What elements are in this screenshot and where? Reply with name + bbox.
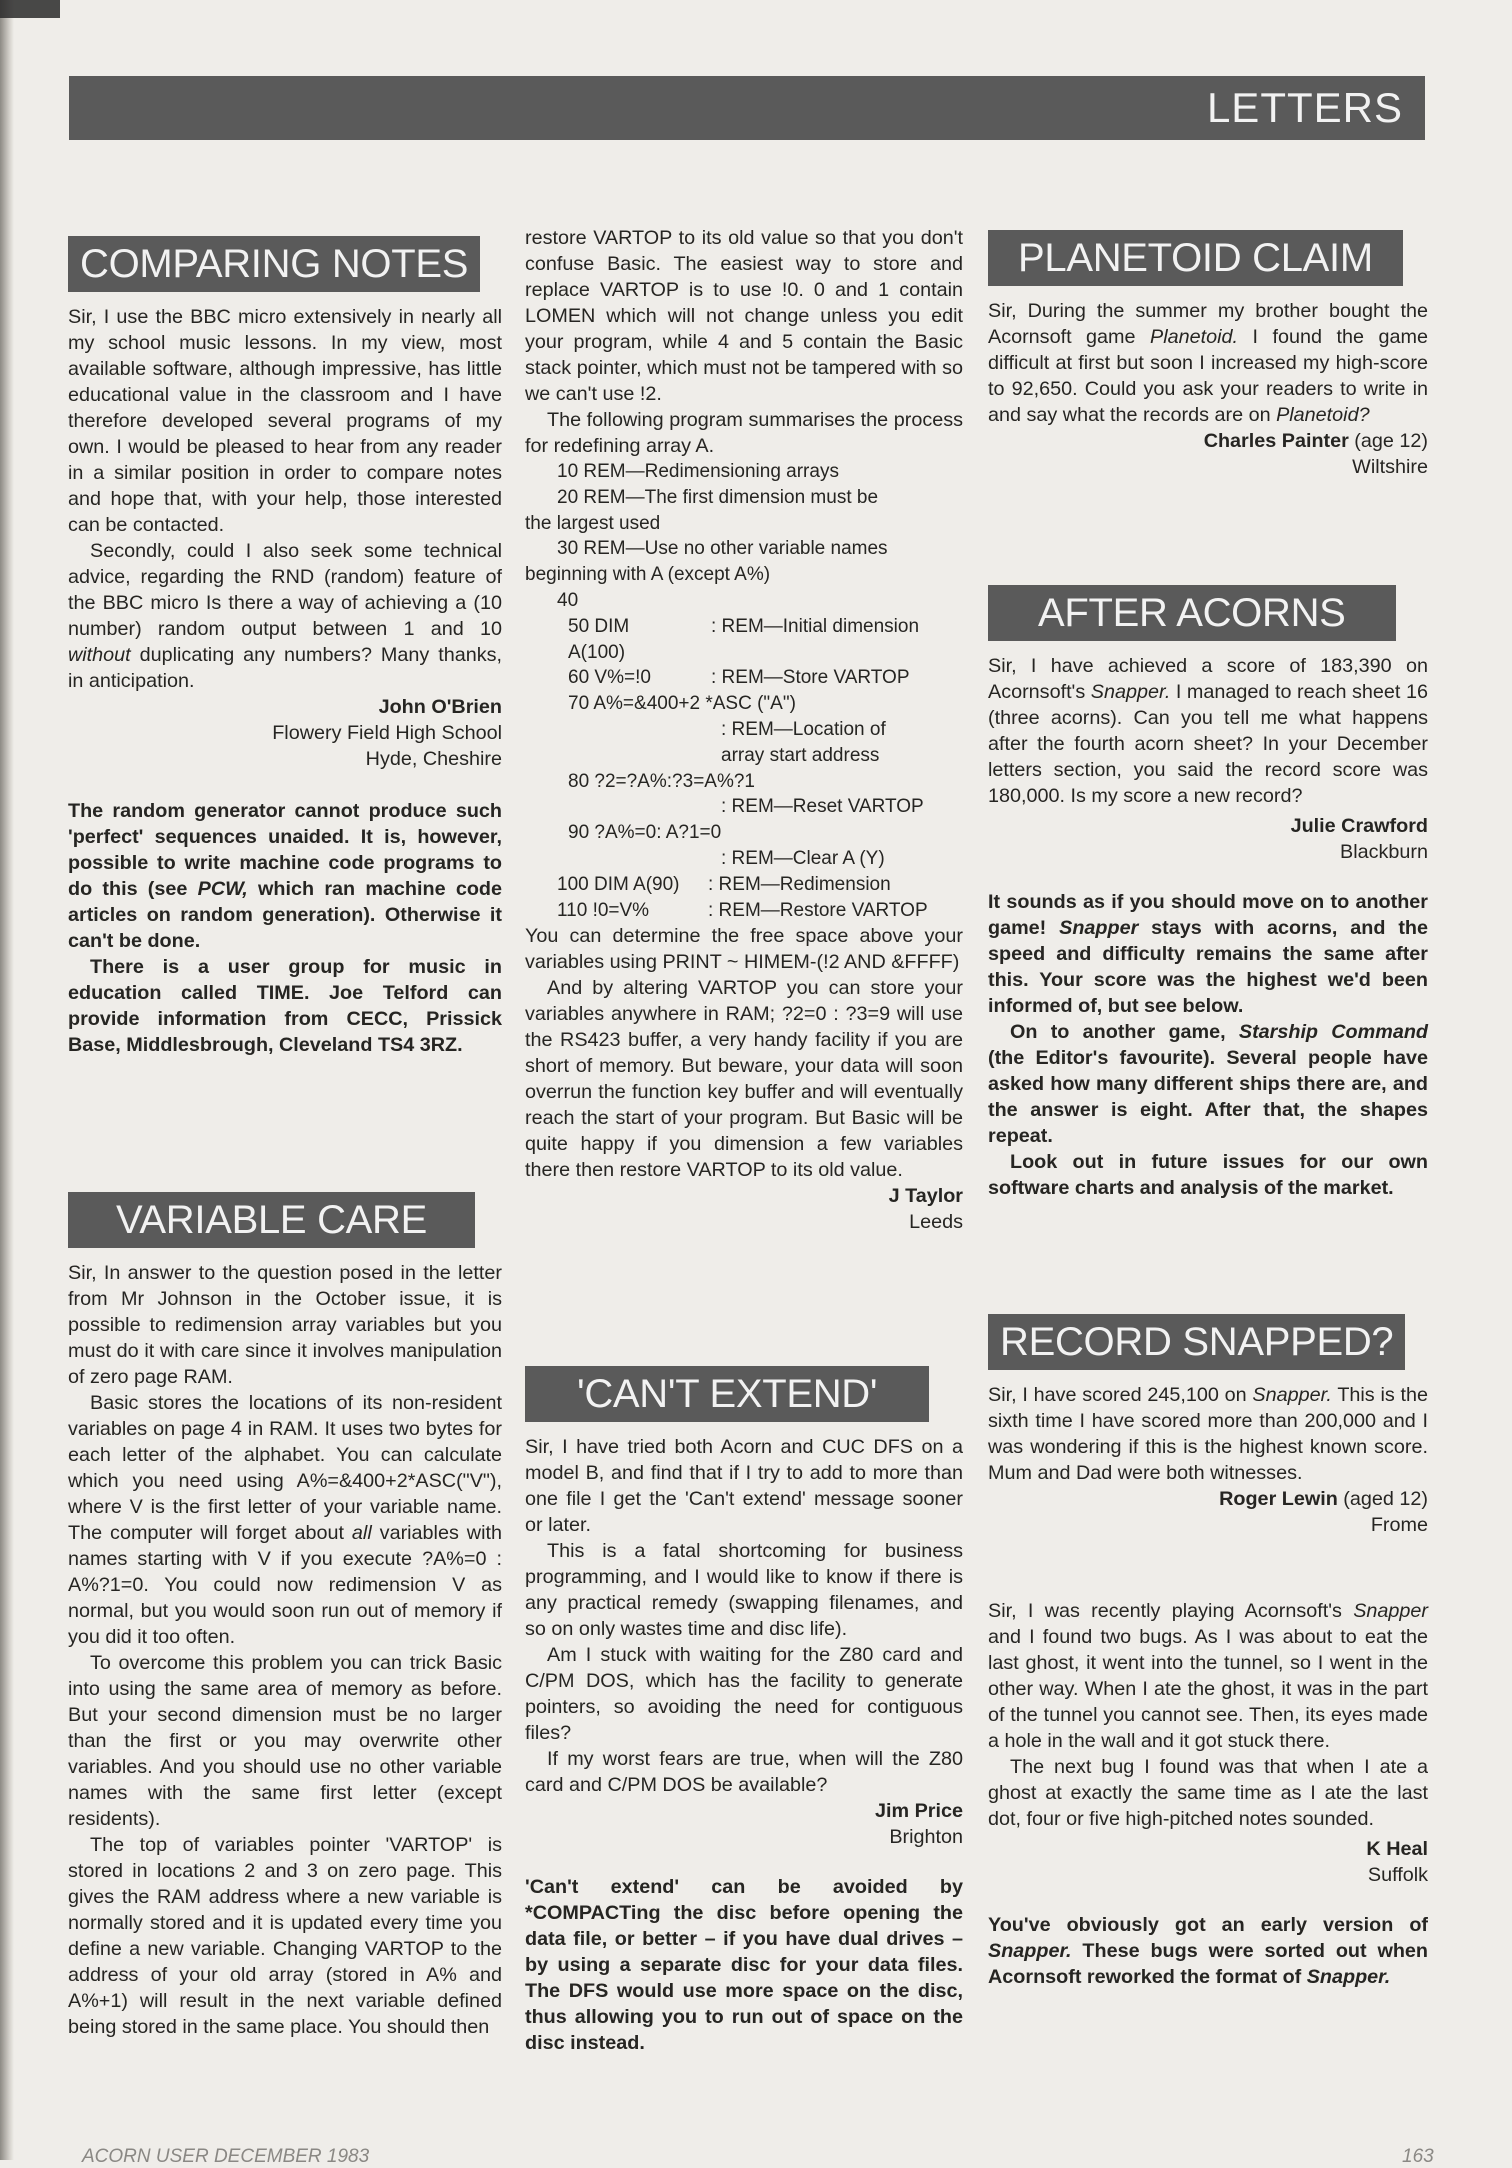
column-1-lower xyxy=(68,1192,502,2040)
code-line: beginning with A (except A%) xyxy=(525,564,771,586)
page-number: 163 xyxy=(1402,2146,1434,2167)
heading-planetoid-claim: PLANETOID CLAIM xyxy=(988,230,1403,286)
code-line: 100 DIM A(90) : REM—Redimension xyxy=(557,873,891,895)
code-line: 70 A%=&400+2 *ASC ("A") xyxy=(568,693,796,715)
signature-line: Blackburn xyxy=(1340,841,1428,863)
column-3-middle xyxy=(988,585,1428,1201)
column-2 xyxy=(525,225,963,1235)
editor-reply: 'Can't extend' can be avoided by *COMPACTing the disc before opening the data file, or better – if you have dual drives – by using a separate disc for your data files. The DFS would use more space on the disc, thus allowing you to run out of space on the disc instead. xyxy=(525,1876,963,2054)
signature-line: Hyde, Cheshire xyxy=(365,748,502,770)
signature-name: Julie Crawford xyxy=(1290,815,1428,837)
code-line: the largest used xyxy=(525,512,661,534)
letter-paragraph: You can determine the free space above your variables using PRINT ~ HIMEM-(!2 AND &FFFF) xyxy=(525,925,963,974)
code-line: 40 xyxy=(557,589,579,611)
column-3 xyxy=(988,230,1428,480)
signature-line: Flowery Field High School xyxy=(272,722,502,744)
code-line: array start address xyxy=(721,744,880,766)
letter-paragraph: Basic stores the locations of its non-resident variables on page 4 in RAM. It uses two bytes for each letter of the alphabet. You can calculate which you need using A%=&400+2*ASC("V"), where V is the first letter of your variable name. The computer will forget about all variables with names starting with V if you execute ?A%=0 : A%?1=0. You could now redimension V as normal, but you would soon run out of memory if you did it too often. xyxy=(68,1392,502,1648)
letter-paragraph: Am I stuck with waiting for the Z80 card and C/PM DOS, which has the facility to generate pointers, so avoiding the need for contiguous files? xyxy=(525,1644,963,1744)
code-line: 10 REM—Redimensioning arrays xyxy=(557,461,839,482)
section-banner xyxy=(69,76,1425,140)
signature-line: Suffolk xyxy=(1367,1864,1428,1886)
editor-reply: There is a user group for music in education called TIME. Joe Telford can provide information from CECC, Prissick Base, Middlesbrough, Cleveland TS4 3RZ. xyxy=(68,956,502,1056)
letter-paragraph: The next bug I found was that when I ate a ghost at exactly the same time as I ate the last dot, four or five high-pitched notes sounded. xyxy=(988,1756,1428,1830)
editor-reply: The random generator cannot produce such 'perfect' sequences unaided. It is, however, possible to write machine code programs to do this (see PCW, which ran machine code articles on random generation). Otherwise it can't be done. xyxy=(68,800,502,952)
letter-paragraph: Sir, I have achieved a score of 183,390 on Acornsoft's Snapper. I managed to reach sheet 16 (three acorns). Can you tell me what happens after the fourth acorn sheet? In your December letters section, you said the record score was 180,000. Is my score a new record? xyxy=(988,655,1428,807)
column-2-lower xyxy=(525,1366,963,2056)
code-line: 90 ?A%=0: A?1=0 xyxy=(568,822,722,844)
page-binding-edge xyxy=(0,0,14,2160)
letter-paragraph: Secondly, could I also seek some technical advice, regarding the RND (random) feature of the BBC micro Is there a way of achieving a (10 number) random output between 1 and 10 without duplicating any numbers? Many thanks, in anticipation. xyxy=(68,540,502,692)
signature-line: Frome xyxy=(1370,1514,1428,1536)
editor-reply: On to another game, Starship Command (the Editor's favourite). Several people have asked how many different ships there are, and the answer is eight. After that, the shapes repeat. xyxy=(988,1021,1428,1147)
code-line: 50 DIM A(100) : REM—Initial dimension xyxy=(568,615,920,663)
signature-name: J Taylor xyxy=(888,1185,963,1208)
page-corner-shadow xyxy=(0,0,60,18)
letter-paragraph: restore VARTOP to its old value so that you don't confuse Basic. The easiest way to store and replace VARTOP is to use !0. 0 and 1 contain LOMEN which will not change unless you edit your program, while 4 and 5 contain the Basic stack pointer, which must not be tampered with so we can't use !2. xyxy=(525,227,963,405)
code-line: 110 !0=V% : REM—Restore VARTOP xyxy=(557,899,928,921)
column-3-lower xyxy=(988,1314,1428,1990)
code-line: 80 ?2=?A%:?3=A%?1 xyxy=(568,770,755,792)
code-line: 60 V%=!0 : REM—Store VARTOP xyxy=(568,667,910,689)
heading-comparing-notes: COMPARING NOTES xyxy=(68,236,480,292)
editor-reply: You've obviously got an early version of Snapper. These bugs were sorted out when Acornsoft reworked the format of Snapper. xyxy=(988,1914,1428,1988)
letter-paragraph: The following program summarises the process for redefining array A. xyxy=(525,409,963,457)
editor-reply: Look out in future issues for our own software charts and analysis of the market. xyxy=(988,1151,1428,1199)
signature-name: Jim Price xyxy=(875,1800,963,1822)
signature-name: Charles Painter (age 12) xyxy=(1203,430,1428,452)
signature-line: Wiltshire xyxy=(1352,456,1428,478)
letter-paragraph: Sir, During the summer my brother bought the Acornsoft game Planetoid. I found the game difficult at first but soon I increased my high-score to 92,650. Could you ask your readers to write in and say what the records are on Planetoid? xyxy=(988,300,1428,426)
column-1 xyxy=(68,236,502,1058)
letter-paragraph: This is a fatal shortcoming for business programming, and I would like to know if there is any practical remedy (swapping filenames, and so on only wastes time and disc life). xyxy=(525,1540,963,1640)
section-title: LETTERS xyxy=(1206,84,1403,131)
code-line: : REM—Clear A (Y) xyxy=(721,847,885,869)
heading-record-snapped: RECORD SNAPPED? xyxy=(988,1314,1405,1370)
letter-paragraph: If my worst fears are true, when will the Z80 card and C/PM DOS be available? xyxy=(525,1748,963,1796)
heading-cant-extend: 'CAN'T EXTEND' xyxy=(525,1366,929,1422)
footer-publication: ACORN USER DECEMBER 1983 xyxy=(82,2146,370,2167)
signature-name: K Heal xyxy=(1366,1838,1428,1860)
code-line: 30 REM—Use no other variable names xyxy=(557,538,888,560)
letter-paragraph: And by altering VARTOP you can store your variables anywhere in RAM; ?2=0 : ?3=9 will use the RS423 buffer, a very handy facility if you are short of memory. But beware, your data will soon overrun the function key buffer and will eventually reach the start of your program. But Basic will be quite happy if you dimension a few variables there then restore VARTOP to its old value. xyxy=(525,977,963,1182)
letter-paragraph: Sir, I have tried both Acorn and CUC DFS on a model B, and find that if I try to add to more than one file I get the 'Can't extend' message sooner or later. xyxy=(525,1436,963,1536)
signature-line: Brighton xyxy=(889,1826,963,1848)
code-line: : REM—Location of xyxy=(721,718,886,740)
heading-variable-care: VARIABLE CARE xyxy=(68,1192,475,1248)
signature-name: John O'Brien xyxy=(378,696,502,718)
code-line: : REM—Reset VARTOP xyxy=(721,796,924,818)
letter-paragraph: Sir, I use the BBC micro extensively in nearly all my school music lessons. In my view, most available software, although impressive, has little educational value in the classroom and I have therefore developed several programs of my own. I would be pleased to hear from any reader in a similar position in order to compare notes and hope that, with your help, those interested can be contacted. xyxy=(68,306,502,536)
letter-paragraph: Sir, I have scored 245,100 on Snapper. This is the sixth time I have scored more than 200,000 and I was wondering if this is the highest known score. Mum and Dad were both witnesses. xyxy=(988,1384,1428,1484)
signature-name: Roger Lewin (aged 12) xyxy=(1219,1488,1428,1510)
letter-paragraph: Sir, In answer to the question posed in the letter from Mr Johnson in the October issue, it is possible to redimension array variables but you must do it with care since it involves manipulation of zero page RAM. xyxy=(68,1262,502,1388)
letter-paragraph: To overcome this problem you can trick Basic into using the same area of memory as before. But your second dimension must be no larger than the first or you may overwrite other variables. And you should use no other variable names with the same first letter (except residents). xyxy=(68,1652,502,1830)
editor-reply: It sounds as if you should move on to another game! Snapper stays with acorns, and the speed and difficulty remains the same after this. Your score was the highest we'd been informed of, but see below. xyxy=(988,891,1428,1017)
program-listing xyxy=(525,459,963,923)
letter-paragraph: The top of variables pointer 'VARTOP' is stored in locations 2 and 3 on zero page. This gives the RAM address where a new variable is normally stored and it is updated every time you define a new variable. Changing VARTOP to the address of your old array (stored in A% and A%+1) will result in the next variable defined being stored in the same place. You should then xyxy=(68,1834,502,2038)
signature-line: Leeds xyxy=(909,1211,963,1234)
code-line: 20 REM—The first dimension must be xyxy=(557,486,879,508)
heading-after-acorns: AFTER ACORNS xyxy=(988,585,1396,641)
letter-paragraph: Sir, I was recently playing Acornsoft's Snapper and I found two bugs. As I was about to eat the last ghost, it went into the tunnel, so I went in the other way. When I ate the ghost, it was in the part of the tunnel you cannot see. Then, its eyes made a hole in the wall and it got stuck there. xyxy=(988,1600,1428,1752)
